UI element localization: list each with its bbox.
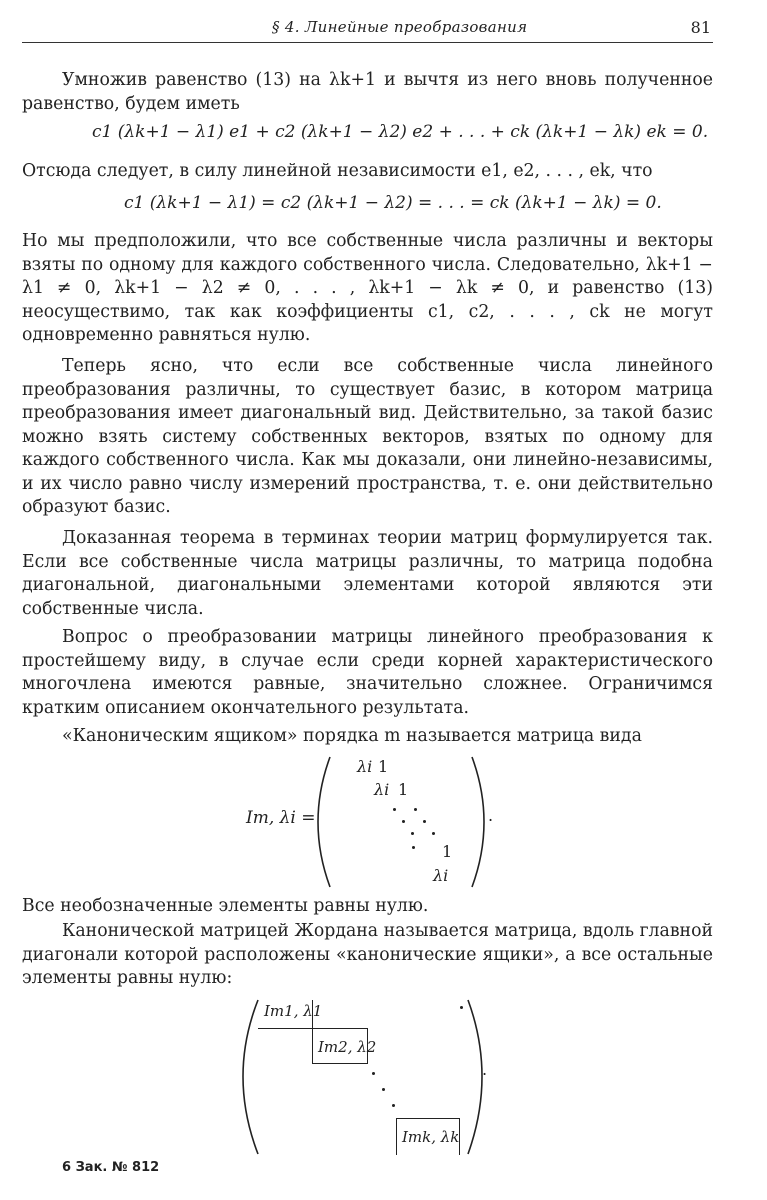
jordan-dot: [392, 1104, 395, 1107]
matrix-brackets: [314, 755, 504, 890]
paragraph-3: Но мы предположили, что все собственные числа различны и векторы взяты по одному для каждого собственного числа. Следовательно, λk+1 − λ1 ≠ 0, λk+1 − λ2 ≠ 0, . . . , λk+1 − λk ≠ 0, и равенство (13) неосуществимо, так как коэффициенты c1, c2, . . . , ck не могут одновременно равняться нулю.: [22, 231, 713, 345]
matrix-entry-one: 1: [442, 842, 453, 861]
matrix-entry-one: 1: [398, 780, 409, 799]
paragraph-1: Умножив равенство (13) на λk+1 и вычтя из него вновь полученное равенство, будем иметь: [22, 70, 713, 114]
paragraph-7: «Каноническим ящиком» порядка m называется матрица вида: [62, 726, 642, 746]
matrix-dot: [402, 820, 405, 823]
matrix-dot: [411, 832, 414, 835]
paragraph-6: Вопрос о преобразовании матрицы линейного преобразования к простейшему виду, в случае если среди корней характеристического многочлена имеются равные, значительно сложнее. Ограничимся кратким описанием окончательного результата.: [22, 627, 713, 718]
matrix-dot: [423, 820, 426, 823]
printer-signature: 6 Зак. № 812: [62, 1160, 160, 1175]
jordan-block-k: Imk, λk: [402, 1128, 460, 1146]
jordan-dot: [460, 1006, 463, 1009]
matrix-period: .: [488, 806, 494, 825]
matrix-dot: [414, 808, 417, 811]
equation-1: c1 (λk+1 − λ1) e1 + c2 (λk+1 − λ2) e2 + . . . + ck (λk+1 − λk) ek = 0.: [92, 122, 709, 142]
matrix-entry-lambda: λi: [357, 757, 373, 776]
equation-2: c1 (λk+1 − λ1) = c2 (λk+1 − λ2) = . . . = ck (λk+1 − λk) = 0.: [124, 193, 662, 213]
paragraph-5: Доказанная теорема в терминах теории матриц формулируется так. Если все собственные числа матрицы различны, то матрица подобна диагональной, диагональными элементами которой являются эти собственные числа.: [22, 528, 713, 619]
jordan-dot: [372, 1072, 375, 1075]
page-number: 81: [690, 18, 711, 37]
paragraph-4: Теперь ясно, что если все собственные числа линейного преобразования различны, то существует базис, в котором матрица преобразования имеет диагональный вид. Действительно, за такой базис можно взять систему собственных векторов, взятых по одному для каждого собственного числа. Как мы доказали, они линейно-независимы, и их число равно числу измерений пространства, т. е. они действительно образуют базис.: [22, 356, 713, 517]
paragraph-8: Все необозначенные элементы равны нулю.: [22, 896, 429, 916]
paragraph-9: Канонической матрицей Жордана называется матрица, вдоль главной диагонали которой расположены «канонические ящики», а все остальные элементы равны нулю:: [22, 921, 713, 988]
matrix-dot: [412, 846, 415, 849]
matrix-dot: [432, 832, 435, 835]
matrix-entry-lambda: λi: [374, 780, 390, 799]
running-title: § 4. Линейные преобразования: [272, 18, 528, 36]
jordan-block-1: Im1, λ1: [264, 1002, 323, 1020]
matrix-entry-one: 1: [378, 757, 389, 776]
matrix-label: Im, λi =: [246, 808, 316, 828]
matrix-entry-lambda: λi: [433, 866, 449, 885]
running-header: [22, 16, 713, 43]
paragraph-2: Отсюда следует, в силу линейной независимости e1, e2, . . . , ek, что: [22, 161, 653, 181]
jordan-period: .: [482, 1060, 488, 1079]
jordan-dot: [382, 1088, 385, 1091]
matrix-dot: [393, 808, 396, 811]
jordan-block-2: Im2, λ2: [318, 1038, 377, 1056]
